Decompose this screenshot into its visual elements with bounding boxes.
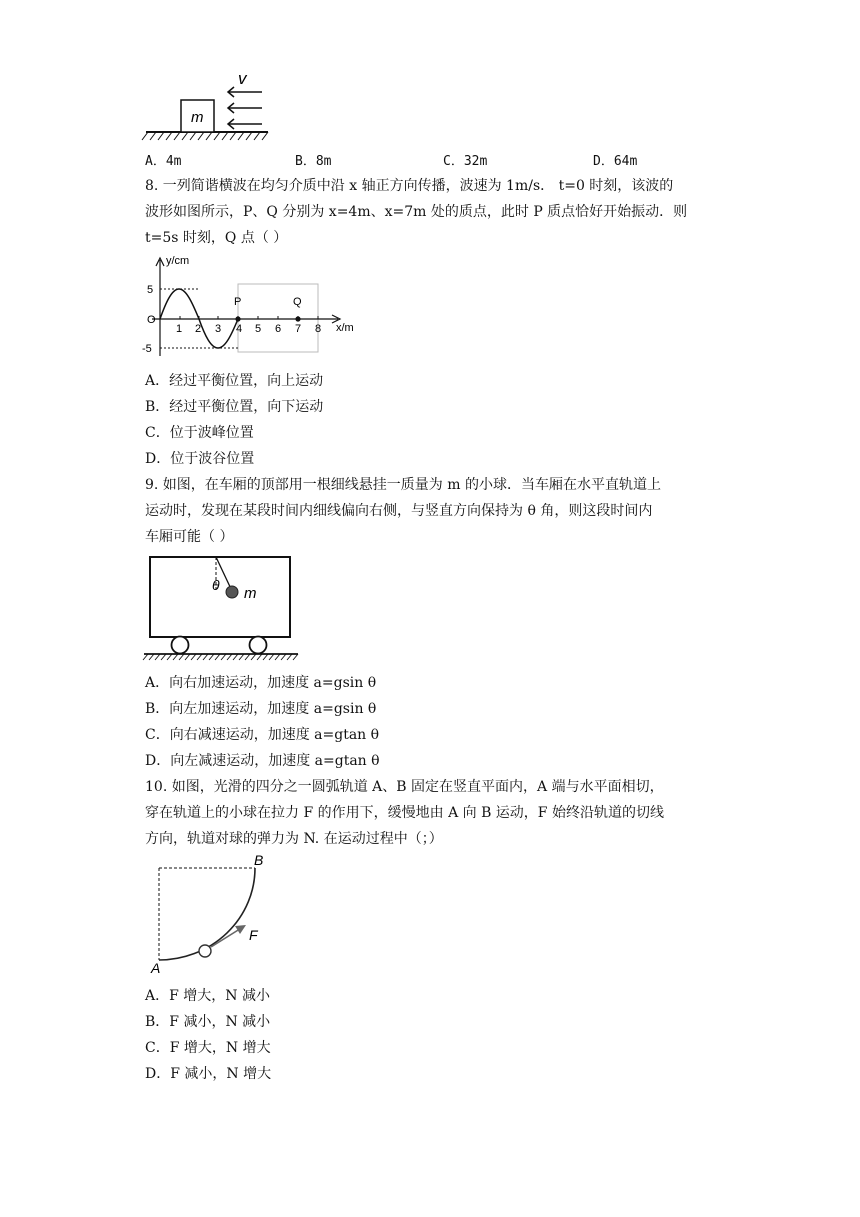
x-tick-8: 8 <box>315 323 322 335</box>
x-tick-7: 7 <box>295 323 302 335</box>
x-axis-label: x/m <box>336 322 354 334</box>
wheel-left <box>172 637 189 654</box>
velocity-label: v <box>238 69 247 88</box>
q9-stem-line-1: 9. 如图，在车厢的顶部用一根细线悬挂一质量为 m 的小球．当车厢在水平直轨道上 <box>145 477 661 493</box>
q10-stem-line-1: 10. 如图，光滑的四分之一圆弧轨道 A、B 固定在竖直平面内，A 端与水平面相切， <box>145 779 664 795</box>
x-tick-2: 2 <box>195 323 202 335</box>
q8-option-d: D．位于波谷位置 <box>145 451 255 467</box>
q8-option-b: B．经过平衡位置，向下运动 <box>145 399 324 415</box>
velocity-arrows <box>228 87 262 129</box>
q7-figure <box>140 68 280 146</box>
force-label: F <box>249 927 258 943</box>
car-body <box>150 557 290 637</box>
q8-stem-line-1: 8. 一列简谐横波在均匀介质中沿 x 轴正方向传播，波速为 1m/s． t=0 时刻，该波的 <box>145 178 674 194</box>
point-a-label: A <box>151 960 161 976</box>
x-tick-4: 4 <box>236 323 243 335</box>
y-tick-neg5: -5 <box>142 343 152 355</box>
q10-stem-line-2: 穿在轨道上的小球在拉力 F 的作用下，缓慢地由 A 向 B 运动，F 始终沿轨道的切线 <box>145 805 664 821</box>
q8-stem-line-3: t=5s 时刻，Q 点（ ） <box>145 230 288 246</box>
q8-wave-figure <box>140 252 370 362</box>
x-tick-1: 1 <box>176 323 183 335</box>
q9-car-figure <box>140 552 305 662</box>
q9-option-b: B．向左加速运动，加速度 a=gsin θ <box>145 701 377 717</box>
angle-label: θ <box>212 577 220 593</box>
y-axis-label: y/cm <box>166 255 190 267</box>
q10-option-a: A．F 增大，N 减小 <box>145 988 270 1004</box>
x-tick-5: 5 <box>255 323 262 335</box>
point-p-dot <box>235 316 240 321</box>
q10-option-b: B．F 减小，N 减小 <box>145 1014 271 1030</box>
point-q-label: Q <box>293 296 302 308</box>
x-tick-3: 3 <box>215 323 222 335</box>
point-p-label: P <box>234 296 242 308</box>
wheel-right <box>250 637 267 654</box>
q9-option-d: D．向左减速运动，加速度 a=gtan θ <box>145 753 380 769</box>
q8-stem-line-2: 波形如图所示，P、Q 分别为 x=4m、x=7m 处的质点，此时 P 质点恰好开始振动．则 <box>145 204 688 220</box>
q10-stem-line-3: 方向，轨道对球的弹力为 N. 在运动过程中（；） <box>145 831 443 847</box>
q7-option-d: D．64m <box>593 154 638 169</box>
q7-option-b: B．8m <box>295 154 332 169</box>
ball <box>226 586 238 598</box>
q10-option-c: C．F 增大，N 增大 <box>145 1040 271 1056</box>
origin-label: O <box>147 314 156 326</box>
q9-option-a: A．向右加速运动，加速度 a=gsin θ <box>145 675 377 691</box>
q9-stem-line-3: 车厢可能（ ） <box>145 529 234 545</box>
x-tick-6: 6 <box>275 323 282 335</box>
q9-stem-line-2: 运动时，发现在某段时间内细线偏向右侧，与竖直方向保持为 θ 角，则这段时间内 <box>145 503 653 519</box>
q8-option-c: C．位于波峰位置 <box>145 425 254 441</box>
point-b-label: B <box>254 852 264 868</box>
q10-arc-figure <box>145 852 280 977</box>
block-mass-label: m <box>191 109 204 126</box>
y-tick-5: 5 <box>147 284 154 296</box>
q8-option-a: A．经过平衡位置，向上运动 <box>145 373 324 389</box>
q7-option-c: C．32m <box>443 154 488 169</box>
q10-option-d: D．F 减小，N 增大 <box>145 1066 272 1082</box>
q9-option-c: C．向右减速运动，加速度 a=gtan θ <box>145 727 380 743</box>
ball-mass-label: m <box>244 585 257 602</box>
ring-ball <box>199 945 211 957</box>
point-q-dot <box>295 316 300 321</box>
q7-option-a: A．4m <box>145 154 182 169</box>
